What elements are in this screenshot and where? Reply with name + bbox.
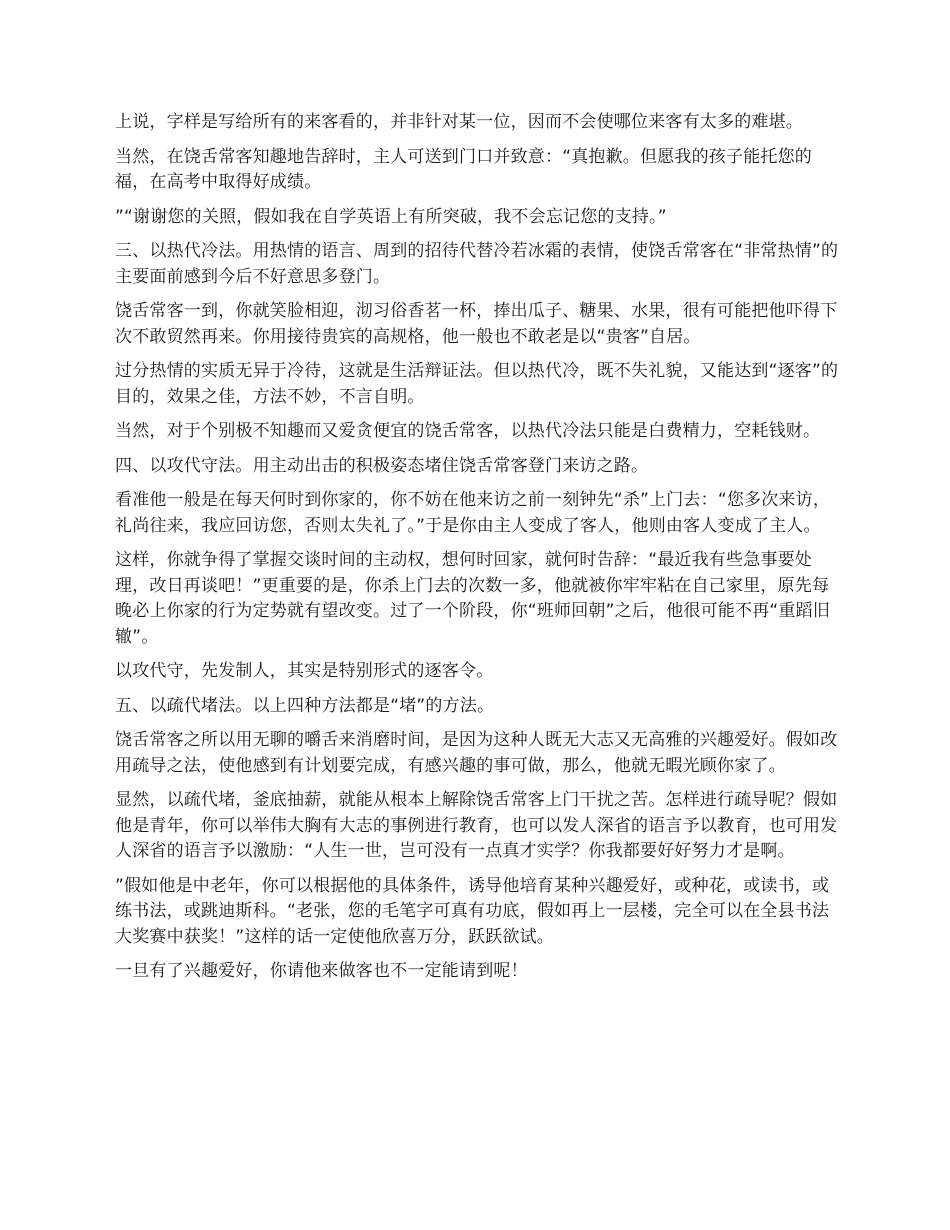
paragraph: 上说，字样是写给所有的来客看的，并非针对某一位，因而不会使哪位来客有太多的难堪。	[115, 112, 803, 132]
section-heading-paragraph: 四、以攻代守法。用主动出击的积极姿态堵住饶舌常客登门来访之路。	[115, 455, 649, 476]
paragraph: 以攻代守，先发制人，其实是特别形式的逐客令。	[115, 661, 494, 681]
paragraph: 过分热情的实质无异于冷待，这就是生活辩证法。但以热代冷，既不失礼貌，又能达到“逐客”的目的，效果之佳，方法不妙，不言自明。	[115, 361, 839, 407]
paragraph: ”“谢谢您的关照，假如我在自学英语上有所突破，我不会忘记您的支持。”	[115, 206, 667, 227]
paragraph: 看准他一般是在每天何时到你家的，你不妨在他来访之前一刻钟先“杀”上门去：“您多次来访，礼尚往来，我应回访您，否则太失礼了。”于是你由主人变成了客人，他则由客人变成了主人。	[115, 490, 831, 536]
section-heading-paragraph: 三、以热代冷法。用热情的语言、周到的招待代替冷若冰霜的表情，使饶舌常客在“非常热情”的主要面前感到今后不好意思多登门。	[115, 241, 839, 287]
paragraph: 饶舌常客之所以用无聊的嚼舌来消磨时间，是因为这种人既无大志又无高雅的兴趣爱好。假如改用疏导之法，使他感到有计划要完成，有感兴趣的事可做，那么，他就无暇光顾你家了。	[115, 730, 838, 776]
paragraph: 这样，你就争得了掌握交谈时间的主动权，想何时回家，就何时告辞：“最近我有些急事要处理，改日再谈吧！”更重要的是，你杀上门去的次数一多，他就被你牢牢粘在自己家里，原先每晚必上你家的行为定势就有望改变。过了一个阶段，你“班师回朝”之后，他很可能不再“重蹈旧辙”。	[115, 550, 831, 647]
paragraph: 显然，以疏代堵，釜底抽薪，就能从根本上解除饶舌常客上门干扰之苦。怎样进行疏导呢？假如他是青年，你可以举伟大胸有大志的事例进行教育，也可以发人深省的语言予以教育，也可用发人深省的语言予以激励：“人生一世，岂可没有一点真才实学？你我都要好好努力才是啊。	[115, 790, 838, 861]
document-body	[115, 110, 841, 994]
paragraph: 当然，在饶舌常客知趣地告辞时，主人可送到门口并致意：“真抱歉。但愿我的孩子能托您的福，在高考中取得好成绩。	[115, 146, 813, 192]
paragraph: 饶舌常客一到，你就笑脸相迎，沏习俗香茗一杯，捧出瓜子、糖果、水果，很有可能把他吓得下次不敢贸然再来。你用接待贵宾的高规格，他一般也不敢老是以“贵客”自居。	[115, 301, 838, 347]
paragraph: 当然，对于个别极不知趣而又爱贪便宜的饶舌常客，以热代冷法只能是白费精力，空耗钱财。	[115, 421, 821, 441]
section-heading-paragraph: 五、以疏代堵法。以上四种方法都是“堵”的方法。	[115, 695, 495, 716]
paragraph: 一旦有了兴趣爱好，你请他来做客也不一定能请到呢！	[115, 961, 528, 981]
paragraph: ”假如他是中老年，你可以根据他的具体条件，诱导他培育某种兴趣爱好，或种花，或读书，或练书法，或跳迪斯科。“老张，您的毛笔字可真有功底，假如再上一层楼，完全可以在全县书法大奖赛中获奖！”这样的话一定使他欣喜万分，跃跃欲试。	[115, 875, 830, 947]
